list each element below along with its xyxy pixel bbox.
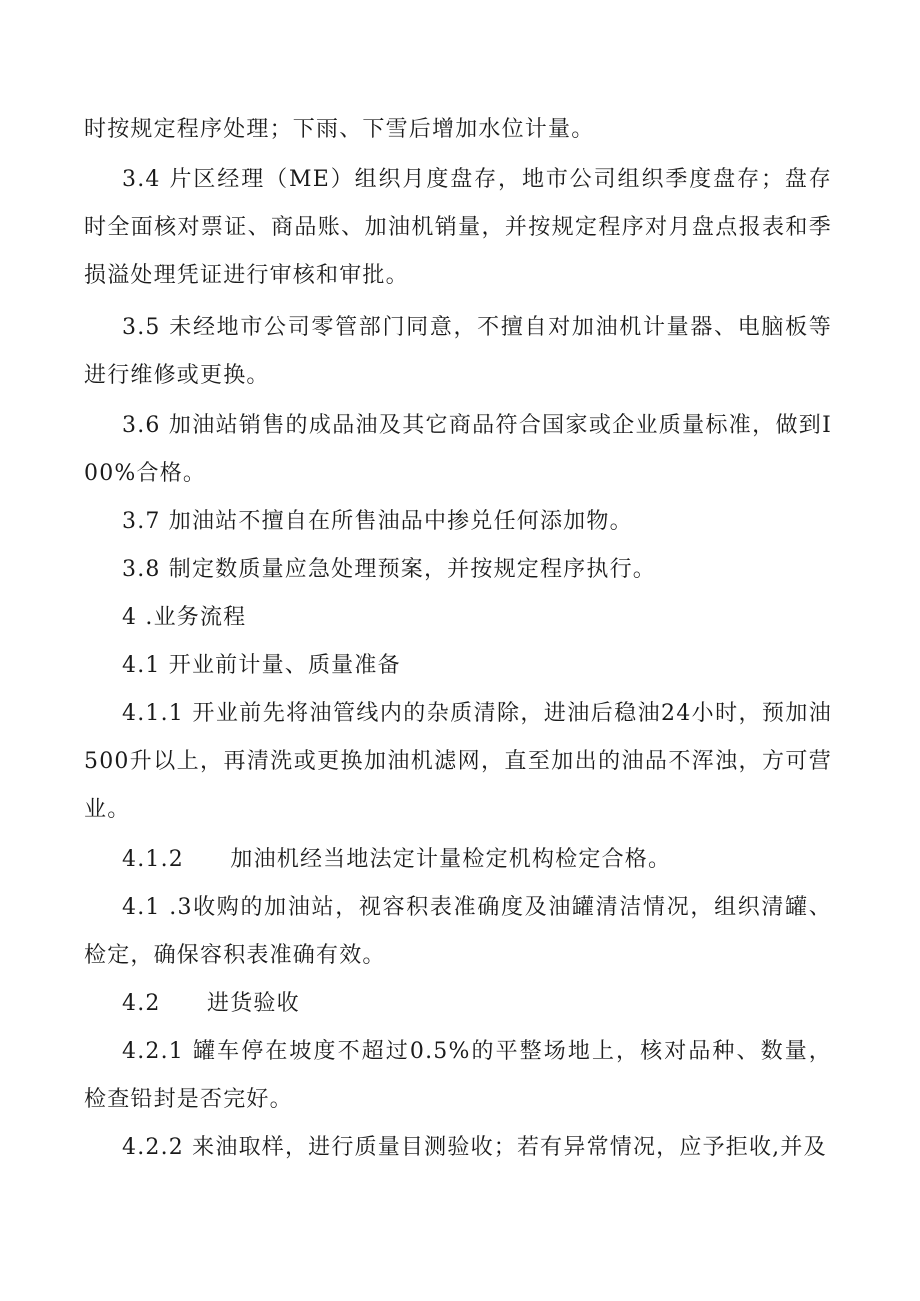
paragraph-continuation: 时按规定程序处理；下雨、下雪后增加水位计量。 xyxy=(84,117,595,142)
paragraph-3-4: 3.4 片区经理（ME）组织月度盘存，地市公司组织季度盘存；盘存时全面核对票证、商品账、加油机销量，并按规定程序对月盘点报表和季损溢处理凭证进行审核和审批。 xyxy=(84,167,832,288)
paragraph-4-1-3: 4.1 .3收购的加油站，视容积表准确度及油罐清洁情况，组织清罐、检定，确保容积表准确有效。 xyxy=(84,895,832,968)
paragraph-4-1-1: 4.1.1 开业前先将油管线内的杂质清除，进油后稳油24小时，预加油500升以上，再清洗或更换加油机滤网，直至加出的油品不浑浊，方可营业。 xyxy=(84,701,832,822)
paragraph-4-2-1: 4.2.1 罐车停在坡度不超过0.5%的平整场地上，核对品种、数量，检查铅封是否完好。 xyxy=(84,1039,832,1112)
paragraph-4-2-2: 4.2.2 来油取样，进行质量目测验收；若有异常情况，应予拒收,并及 xyxy=(122,1135,827,1160)
paragraph-3-8: 3.8 制定数质量应急处理预案，并按规定程序执行。 xyxy=(122,557,656,582)
paragraph-4-2: 4.2 进货验收 xyxy=(122,991,300,1016)
paragraph-4-1-2: 4.1.2 加油机经当地法定计量检定机构检定合格。 xyxy=(122,847,672,872)
paragraph-3-7: 3.7 加油站不擅自在所售油品中掺兑任何添加物。 xyxy=(122,509,633,534)
paragraph-4-1: 4.1 开业前计量、质量准备 xyxy=(122,653,401,678)
paragraph-3-5: 3.5 未经地市公司零管部门同意，不擅自对加油机计量器、电脑板等进行维修或更换。 xyxy=(84,315,832,388)
paragraph-3-6: 3.6 加油站销售的成品油及其它商品符合国家或企业质量标准，做到I00%合格。 xyxy=(84,413,832,486)
section-heading-4: 4 .业务流程 xyxy=(122,605,247,630)
